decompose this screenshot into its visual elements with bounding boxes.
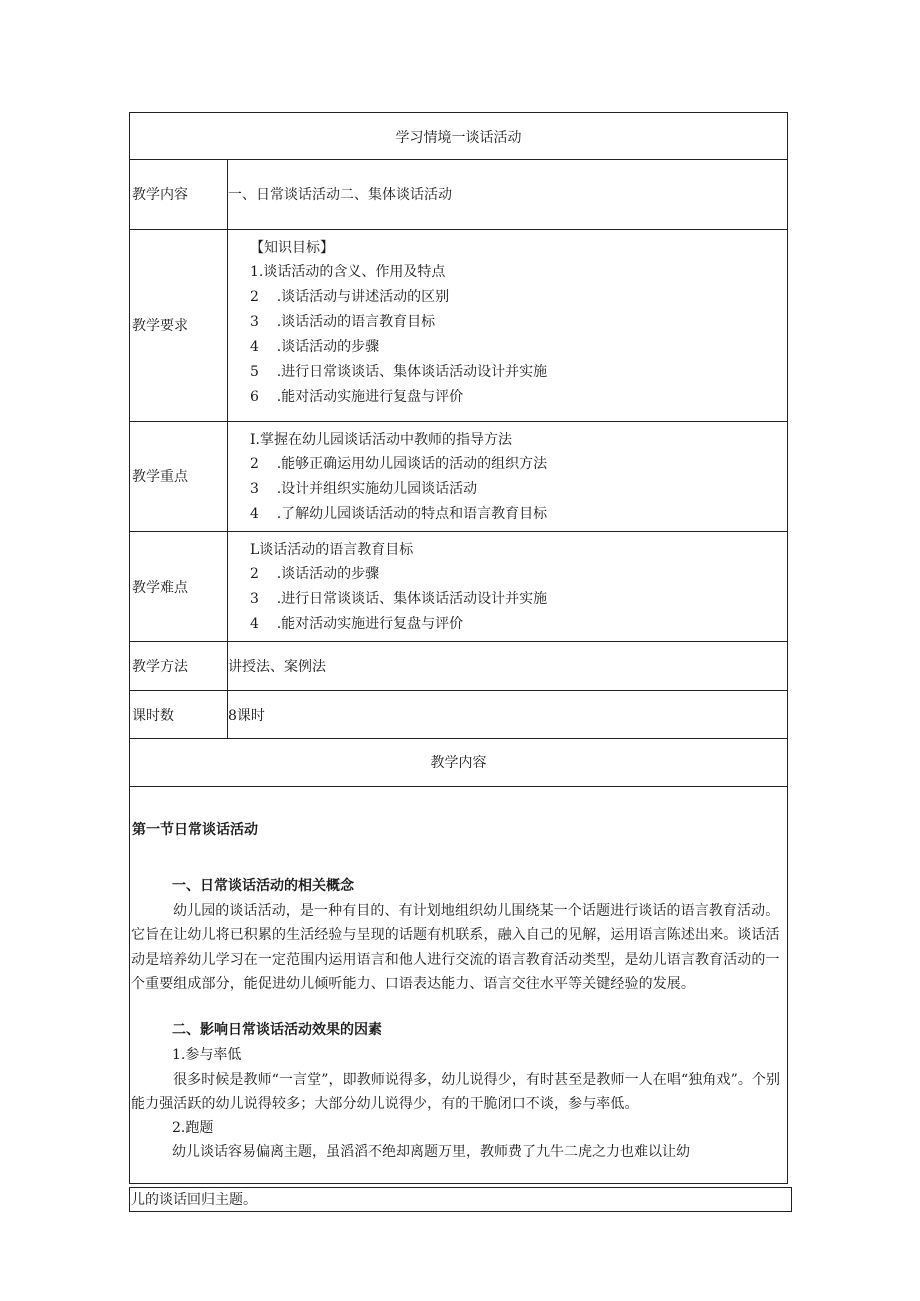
- table-title: 学习情境一谈话活动: [395, 130, 522, 146]
- label-difficulties: 教学难点: [132, 580, 188, 596]
- row-divider: [130, 738, 787, 739]
- column-divider: [227, 159, 228, 738]
- subheading-concept: 一、日常谈话活动的相关概念: [172, 878, 354, 894]
- paragraph-participation: 很多时候是教师“一言堂”，即教师说得多，幼儿说得少，有时甚至是教师一人在唱“独角戏”。个别能力强活跃的幼儿说得较多；大部分幼儿说得少，有的干脆闭口不谈，参与率低。: [131, 1072, 781, 1113]
- continuation-box: [129, 1187, 792, 1212]
- value-content: 一、日常谈话活动二、集体谈话活动: [228, 187, 452, 203]
- row-divider: [130, 641, 787, 642]
- row-divider: [130, 229, 787, 230]
- label-requirements: 教学要求: [132, 318, 188, 334]
- req-line: 4 .谈话活动的步骤: [250, 339, 380, 355]
- difficulty-line: 4 .能对活动实施进行复盘与评价: [250, 616, 464, 632]
- label-key-points: 教学重点: [132, 469, 188, 485]
- difficulty-line: L谈话活动的语言教育目标: [250, 542, 414, 558]
- req-line: 5 .进行日常谈谈话、集体谈话活动设计并实施: [250, 364, 548, 380]
- difficulty-line: 3 .进行日常谈谈话、集体谈话活动设计并实施: [250, 591, 548, 607]
- value-hours: 8课时: [228, 708, 265, 724]
- paragraph-concept: 幼儿园的谈话活动，是一种有目的、有计划地组织幼儿围绕某一个话题进行谈话的语言教育活动。它旨在让幼儿将已积累的生活经验与呈现的话题有机联系，融入自己的见解，运用语言陈述出来。谈话活动是培养幼儿学习在一定范围内运用语言和他人进行交流的语言教育活动类型，是幼儿语言教育活动的一个重要组成部分，能促进幼儿倾听能力、口语表达能力、语言交往水平等关键经验的发展。: [131, 903, 780, 992]
- key-point-line: I.掌握在幼儿园谈话活动中教师的指导方法: [250, 432, 512, 448]
- item-heading: 1.参与率低: [172, 1047, 242, 1063]
- req-line: 2 .谈话活动与讲述活动的区别: [250, 289, 450, 305]
- key-point-line: 2 .能够正确运用幼儿园谈话的活动的组织方法: [250, 456, 548, 472]
- req-line: 1.谈话活动的含义、作用及特点: [250, 264, 446, 280]
- label-content: 教学内容: [132, 187, 188, 203]
- section-title: 第一节日常谈话活动: [132, 822, 258, 838]
- key-point-line: 4 .了解幼儿园谈话活动的特点和语言教育目标: [250, 506, 548, 522]
- row-divider: [130, 531, 787, 532]
- req-line: 3 .谈话活动的语言教育目标: [250, 314, 436, 330]
- req-line: 6 .能对活动实施进行复盘与评价: [250, 389, 464, 405]
- label-methods: 教学方法: [132, 659, 188, 675]
- key-point-line: 3 .设计并组织实施幼儿园谈话活动: [250, 481, 478, 497]
- row-divider: [130, 690, 787, 691]
- content-header: 教学内容: [430, 755, 487, 771]
- continuation-text: 儿的谈话回归主题。: [131, 1192, 257, 1208]
- label-hours: 课时数: [132, 708, 174, 724]
- subheading-factors: 二、影响日常谈话活动效果的因素: [172, 1022, 382, 1038]
- paragraph-off-topic: 幼儿谈话容易偏离主题，虽滔滔不绝却离题万里，教师费了九牛二虎之力也难以让幼: [172, 1144, 690, 1160]
- difficulty-line: 2 .谈话活动的步骤: [250, 566, 380, 582]
- item-heading: 2.跑题: [172, 1120, 214, 1136]
- row-divider: [130, 421, 787, 422]
- lesson-plan-table: [129, 112, 788, 1184]
- row-divider: [130, 786, 787, 787]
- value-methods: 讲授法、案例法: [228, 659, 326, 675]
- req-line: 【知识目标】: [250, 240, 334, 256]
- row-divider: [130, 159, 787, 160]
